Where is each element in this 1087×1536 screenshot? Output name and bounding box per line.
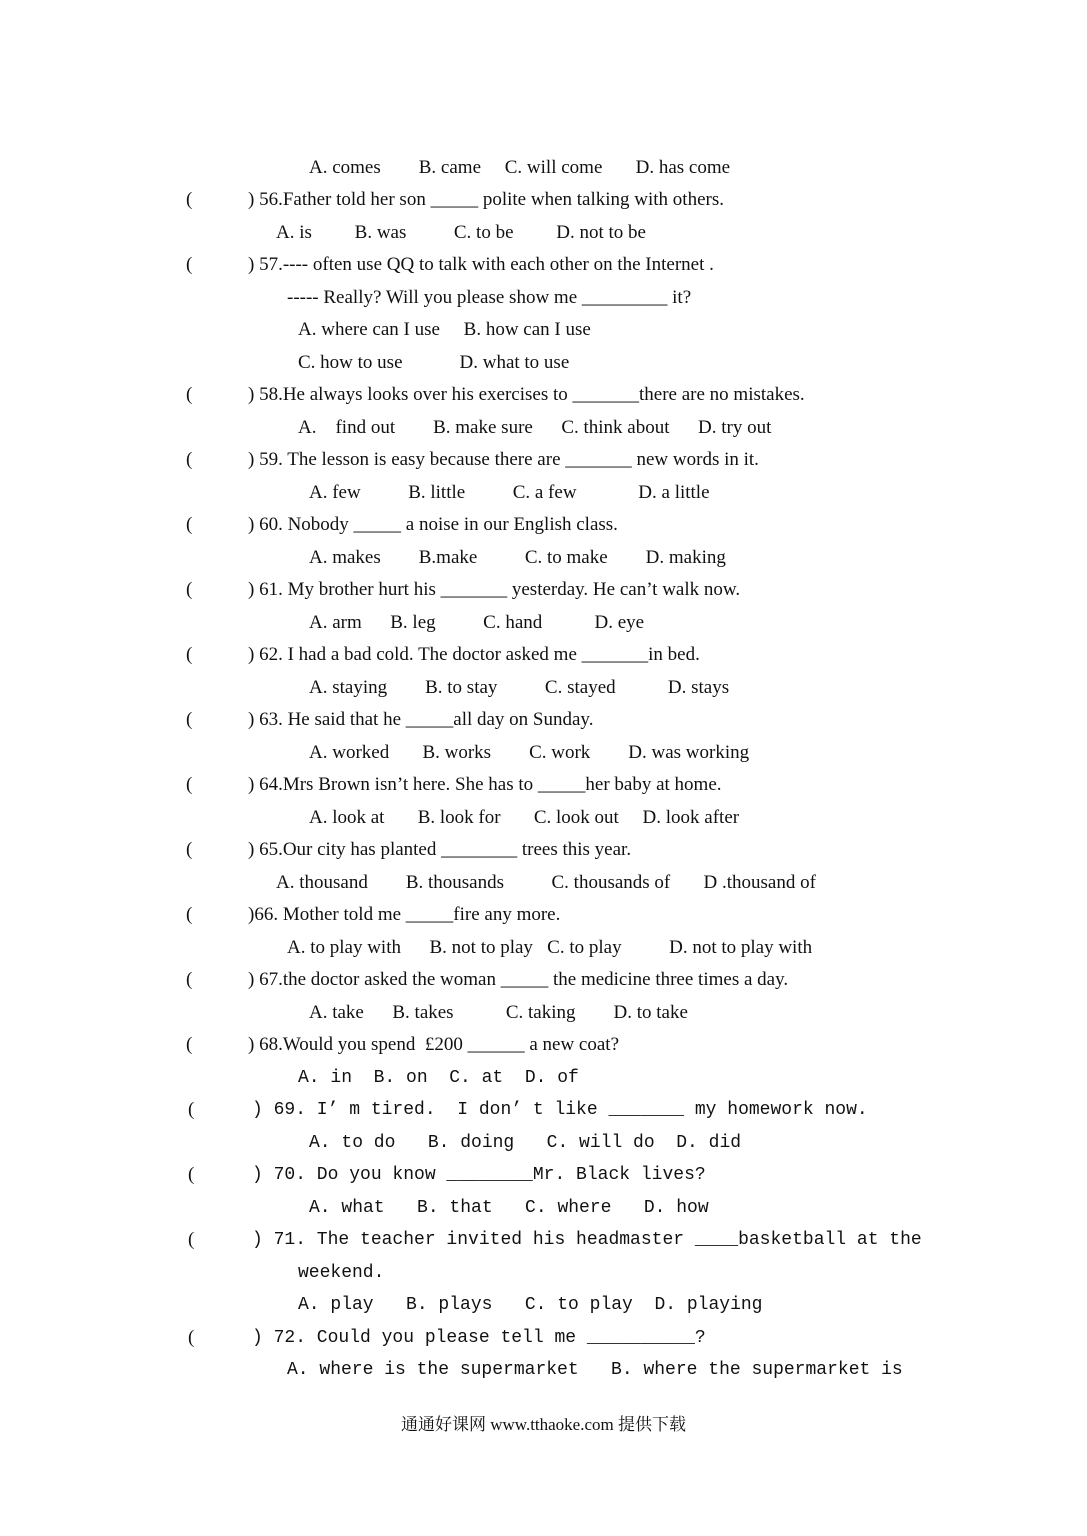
options-55: A. comes B. came C. will come D. has come [309, 157, 731, 178]
options-61: A. arm B. leg C. hand D. eye [309, 612, 645, 633]
options-60: A. makes B.make C. to make D. making [309, 547, 726, 568]
answer-paren: ( [186, 1034, 193, 1055]
options-69: A. to do B. doing C. will do D. did [309, 1133, 742, 1153]
options-59: A. few B. little C. a few D. a little [309, 482, 710, 503]
question-64: ) 64.Mrs Brown isn’t here. She has to _____her baby at home. [248, 774, 722, 795]
options-58: A. find out B. make sure C. think about D. try out [298, 417, 772, 438]
answer-paren: ( [186, 644, 193, 665]
answer-paren: ( [186, 254, 193, 275]
answer-paren: ( [186, 774, 193, 795]
answer-paren: ( [186, 579, 193, 600]
question-61: ) 61. My brother hurt his _______ yesterday. He can’t walk now. [248, 579, 741, 600]
question-65: ) 65.Our city has planted ________ trees this year. [248, 839, 632, 860]
answer-paren: ( [188, 1164, 195, 1185]
question-66: )66. Mother told me _____fire any more. [248, 904, 561, 925]
options-62: A. staying B. to stay C. stayed D. stays [309, 677, 730, 698]
question-57-reply: ----- Really? Will you please show me _________ it? [287, 287, 692, 308]
answer-paren: ( [186, 384, 193, 405]
options-66: A. to play with B. not to play C. to play D. not to play with [287, 937, 813, 958]
options-67: A. take B. takes C. taking D. to take [309, 1002, 688, 1023]
question-70: ) 70. Do you know ________Mr. Black lives? [252, 1165, 706, 1185]
options-68: A. in B. on C. at D. of [298, 1068, 579, 1088]
options-71: A. play B. plays C. to play D. playing [298, 1295, 763, 1315]
question-68: ) 68.Would you spend £200 ______ a new coat? [248, 1034, 620, 1055]
answer-paren: ( [188, 1099, 195, 1120]
options-70: A. what B. that C. where D. how [309, 1198, 709, 1218]
options-65: A. thousand B. thousands C. thousands of D .thousand of [276, 872, 816, 893]
answer-paren: ( [188, 1327, 195, 1348]
question-71-cont: weekend. [298, 1263, 385, 1283]
options-56: A. is B. was C. to be D. not to be [276, 222, 646, 243]
options-72: A. where is the supermarket B. where the supermarket is [287, 1360, 903, 1380]
question-58: ) 58.He always looks over his exercises to _______there are no mistakes. [248, 384, 805, 405]
answer-paren: ( [186, 514, 193, 535]
options-57-cd: C. how to use D. what to use [298, 352, 570, 373]
answer-paren: ( [186, 904, 193, 925]
answer-paren: ( [186, 839, 193, 860]
answer-paren: ( [186, 449, 193, 470]
answer-paren: ( [186, 969, 193, 990]
question-69: ) 69. I’ m tired. I don’ t like _______ my homework now. [252, 1100, 868, 1120]
page-footer: 通通好课网 www.tthaoke.com 提供下载 [400, 1415, 687, 1434]
answer-paren: ( [186, 189, 193, 210]
options-64: A. look at B. look for C. look out D. look after [309, 807, 740, 828]
question-62: ) 62. I had a bad cold. The doctor asked me _______in bed. [248, 644, 700, 665]
question-72: ) 72. Could you please tell me __________? [252, 1328, 706, 1348]
question-59: ) 59. The lesson is easy because there are _______ new words in it. [248, 449, 759, 470]
question-56: ) 56.Father told her son _____ polite when talking with others. [248, 189, 724, 210]
answer-paren: ( [188, 1229, 195, 1250]
answer-paren: ( [186, 709, 193, 730]
question-71: ) 71. The teacher invited his headmaster ____basketball at the [252, 1230, 922, 1250]
question-57: ) 57.---- often use QQ to talk with each other on the Internet . [248, 254, 714, 275]
question-60: ) 60. Nobody _____ a noise in our English class. [248, 514, 618, 535]
question-63: ) 63. He said that he _____all day on Sunday. [248, 709, 594, 730]
question-67: ) 67.the doctor asked the woman _____ the medicine three times a day. [248, 969, 789, 990]
options-57-ab: A. where can I use B. how can I use [298, 319, 591, 340]
options-63: A. worked B. works C. work D. was working [309, 742, 750, 763]
